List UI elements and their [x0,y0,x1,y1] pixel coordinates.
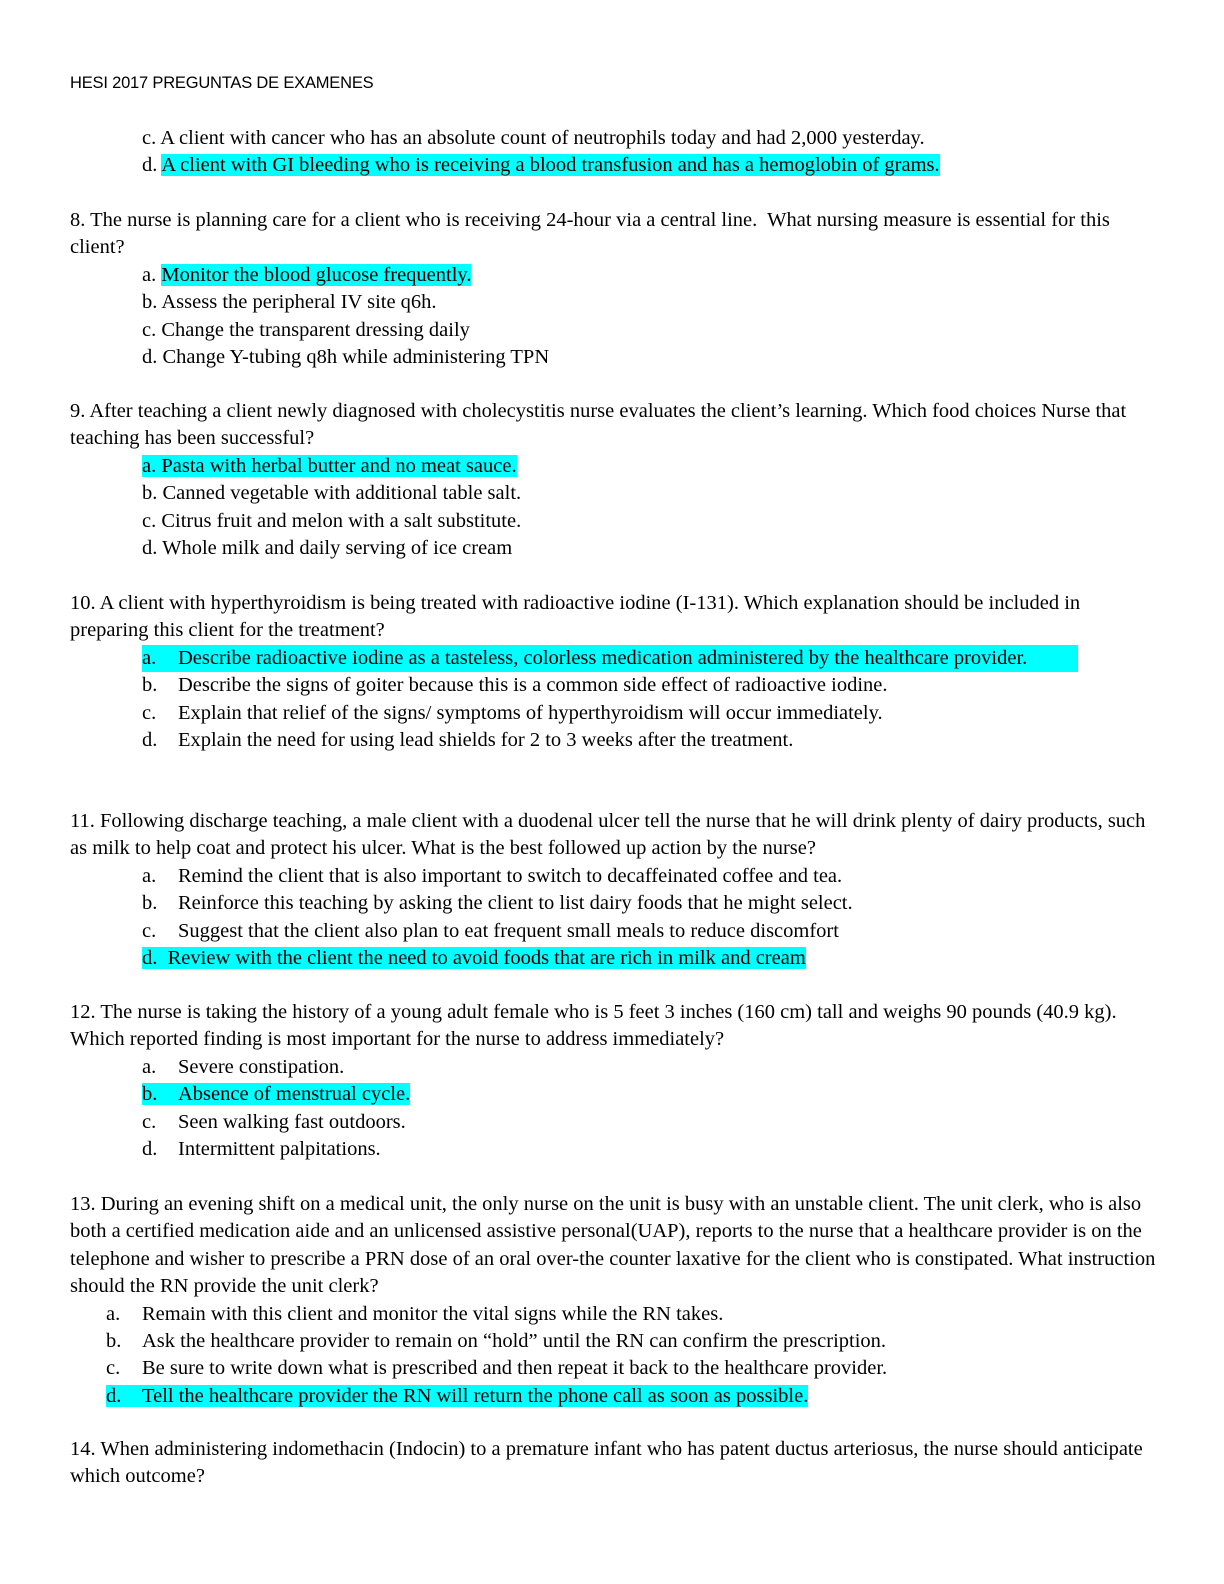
option-a: a. Monitor the blood glucose frequently. [142,263,472,286]
option-d: d. Review with the client the need to avoid foods that are rich in milk and cream [142,947,806,970]
question-10 [70,590,1160,754]
question-stem: 13. During an evening shift on a medical unit, the only nurse on the unit is busy with an unstable client. The unit clerk, who is also both a certified medication aide and an unlicensed assistive personal(UAP), reports to the nurse that a healthcare provider is on the telephone and wisher to prescribe a PRN dose of an oral over-the counter laxative for the client who is constipated. What instruction should the RN provide the unit clerk? [70,1193,1161,1298]
option-list [142,262,1160,372]
question-12 [70,999,1160,1163]
option-c: c. Citrus fruit and melon with a salt substitute. [142,509,522,532]
question-14 [70,1436,1160,1491]
page-header: HESI 2017 PREGUNTAS DE EXAMENES [70,74,374,92]
option-c: c. Seen walking fast outdoors. [142,1110,406,1133]
option-a: a. Severe constipation. [142,1055,345,1078]
option-c: c. Suggest that the client also plan to eat frequent small meals to reduce discomfort [142,919,839,942]
question-stem: 10. A client with hyperthyroidism is being treated with radioactive iodine (I-131). Which explanation should be included in preparing this client for the treatment? [70,592,1086,642]
option-a: a. Pasta with herbal butter and no meat sauce. [142,454,517,477]
question-11 [70,808,1160,972]
question-stem: 11. Following discharge teaching, a male client with a duodenal ulcer tell the nurse that he will drink plenty of dairy products, such as milk to help coat and protect his ulcer. What is the best followed up action by the nurse? [70,810,1151,860]
question-stem: 14. When administering indomethacin (Indocin) to a premature infant who has patent ductus arteriosus, the nurse should anticipate which outcome? [70,1438,1148,1488]
option-c: c. Be sure to write down what is prescribed and then repeat it back to the healthcare provider. [106,1357,888,1380]
option-d: d. Intermittent palpitations. [142,1138,381,1161]
option-list [142,645,1078,755]
option-a: a. Describe radioactive iodine as a tasteless, colorless medication administered by the healthcare provider. [142,645,1078,672]
option-list [106,1301,1160,1411]
option-d: d. Tell the healthcare provider the RN will return the phone call as soon as possible. [106,1384,809,1407]
option-b: b. Canned vegetable with additional table salt. [142,482,522,505]
option-d: d. Whole milk and daily serving of ice cream [142,537,513,560]
option-c: c. Change the transparent dressing daily [142,318,470,341]
option-b: b. Assess the peripheral IV site q6h. [142,291,437,314]
question-stem: 9. After teaching a client newly diagnosed with cholecystitis nurse evaluates the client’s learning. Which food choices Nurse that teaching has been successful? [70,400,1132,450]
question-stem: 12. The nurse is taking the history of a young adult female who is 5 feet 3 inches (160 cm) tall and weighs 90 pounds (40.9 kg). Which reported finding is most important for the nurse to address immediately? [70,1001,1122,1051]
option-list [142,863,1160,973]
option-b: b. Absence of menstrual cycle. [142,1083,411,1106]
option-b: b. Reinforce this teaching by asking the client to list dairy foods that he might select. [142,892,853,915]
option-a: a. Remain with this client and monitor the vital signs while the RN takes. [106,1302,724,1325]
option-c: c. A client with cancer who has an absolute count of neutrophils today and had 2,000 yesterday. [142,127,925,149]
option-d: d. Change Y-tubing q8h while administering TPN [142,346,550,369]
question-stem: 8. The nurse is planning care for a client who is receiving 24-hour via a central line. What nursing measure is essential for this client? [70,209,1115,259]
option-d: d. A client with GI bleeding who is receiving a blood transfusion and has a hemoglobin of grams. [142,154,940,177]
option-b: b. Describe the signs of goiter because this is a common side effect of radioactive iodine. [142,674,888,697]
question-8 [70,207,1160,371]
option-d: d. Explain the need for using lead shields for 2 to 3 weeks after the treatment. [142,729,794,752]
option-a: a. Remind the client that is also important to switch to decaffeinated coffee and tea. [142,864,843,887]
option-list [142,1054,1160,1164]
question-13 [70,1191,1160,1410]
question-9 [70,398,1160,562]
option-c: c. Explain that relief of the signs/ symptoms of hyperthyroidism will occur immediately. [142,701,883,724]
option-b: b. Ask the healthcare provider to remain on “hold” until the RN can confirm the prescription. [106,1330,887,1353]
option-list [142,453,1160,563]
continued-options [142,125,1224,180]
